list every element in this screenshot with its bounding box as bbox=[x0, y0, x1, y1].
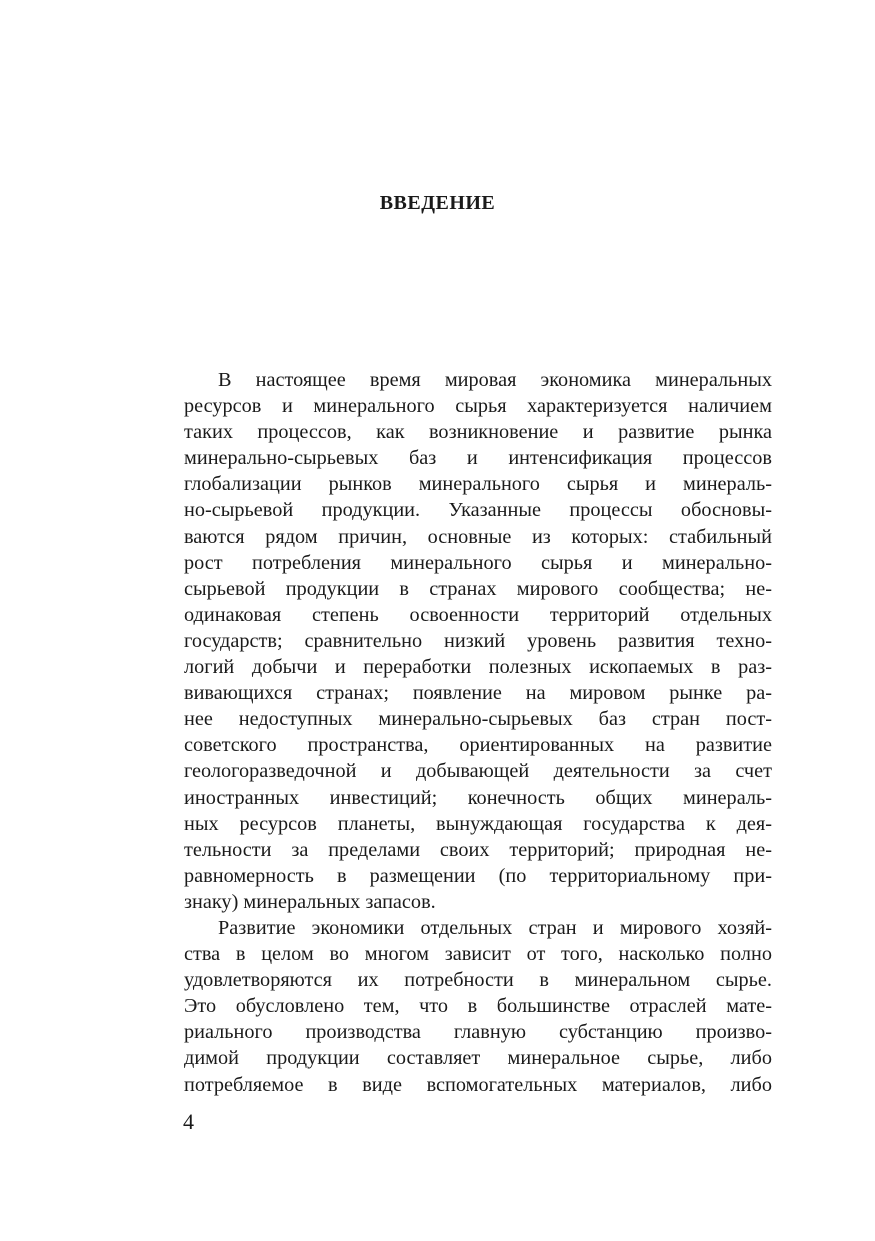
text-line: таких процессов, как возникновение и развитие рынка bbox=[184, 421, 772, 444]
text-line: но-сырьевой продукции. Указанные процессы обосновы- bbox=[184, 499, 772, 522]
text-line: В настоящее время мировая экономика минеральных bbox=[218, 369, 772, 391]
text-line: ваются рядом причин, основные из которых: стабильный bbox=[184, 525, 772, 548]
text-line: риального производства главную субстанцию произво- bbox=[184, 1021, 772, 1044]
page-number: 4 bbox=[183, 1109, 194, 1134]
text-line: минерально-сырьевых баз и интенсификация процессов bbox=[184, 447, 772, 470]
text-line: сырьевой продукции в странах мирового сообщества; не- bbox=[184, 577, 772, 600]
page-title: ВВЕДЕНИЕ bbox=[379, 192, 496, 214]
text-line: глобализации рынков минерального сырья и минераль- bbox=[184, 473, 772, 496]
text-line: потребляемое в виде вспомогательных материалов, либо bbox=[184, 1073, 772, 1096]
paragraph bbox=[184, 915, 772, 1098]
text-line: удовлетворяются их потребности в минеральном сырье. bbox=[184, 969, 772, 992]
text-line: димой продукции составляет минеральное сырье, либо bbox=[184, 1047, 772, 1070]
text-line: нее недоступных минерально-сырьевых баз стран пост- bbox=[184, 708, 772, 731]
text-line: Развитие экономики отдельных стран и мирового хозяй- bbox=[218, 916, 772, 939]
paragraph bbox=[184, 367, 772, 915]
text-line: ных ресурсов планеты, вынуждающая государства к дея- bbox=[184, 812, 772, 835]
text-line: одинаковая степень освоенности территорий отдельных bbox=[184, 603, 772, 626]
text-line: равномерность в размещении (по территориальному при- bbox=[184, 864, 772, 887]
text-line: тельности за пределами своих территорий; природная не- bbox=[184, 838, 772, 861]
text-line: государств; сравнительно низкий уровень развития техно- bbox=[184, 629, 772, 652]
text-line: логий добычи и переработки полезных ископаемых в раз- bbox=[184, 656, 772, 679]
text-line: ресурсов и минерального сырья характеризуется наличием bbox=[184, 395, 772, 418]
text-line: Это обусловлено тем, что в большинстве отраслей мате- bbox=[184, 995, 772, 1018]
text-line: ства в целом во многом зависит от того, насколько полно bbox=[184, 943, 772, 966]
text-line: советского пространства, ориентированных на развитие bbox=[184, 734, 772, 757]
text-line: геологоразведочной и добывающей деятельности за счет bbox=[184, 760, 772, 783]
text-line: вивающихся странах; появление на мировом рынке ра- bbox=[184, 682, 772, 705]
text-line: иностранных инвестиций; конечность общих минераль- bbox=[184, 786, 772, 809]
text-line: рост потребления минерального сырья и минерально- bbox=[184, 551, 772, 574]
text-line: знаку) минеральных запасов. bbox=[184, 890, 436, 913]
body-text bbox=[184, 367, 772, 1098]
